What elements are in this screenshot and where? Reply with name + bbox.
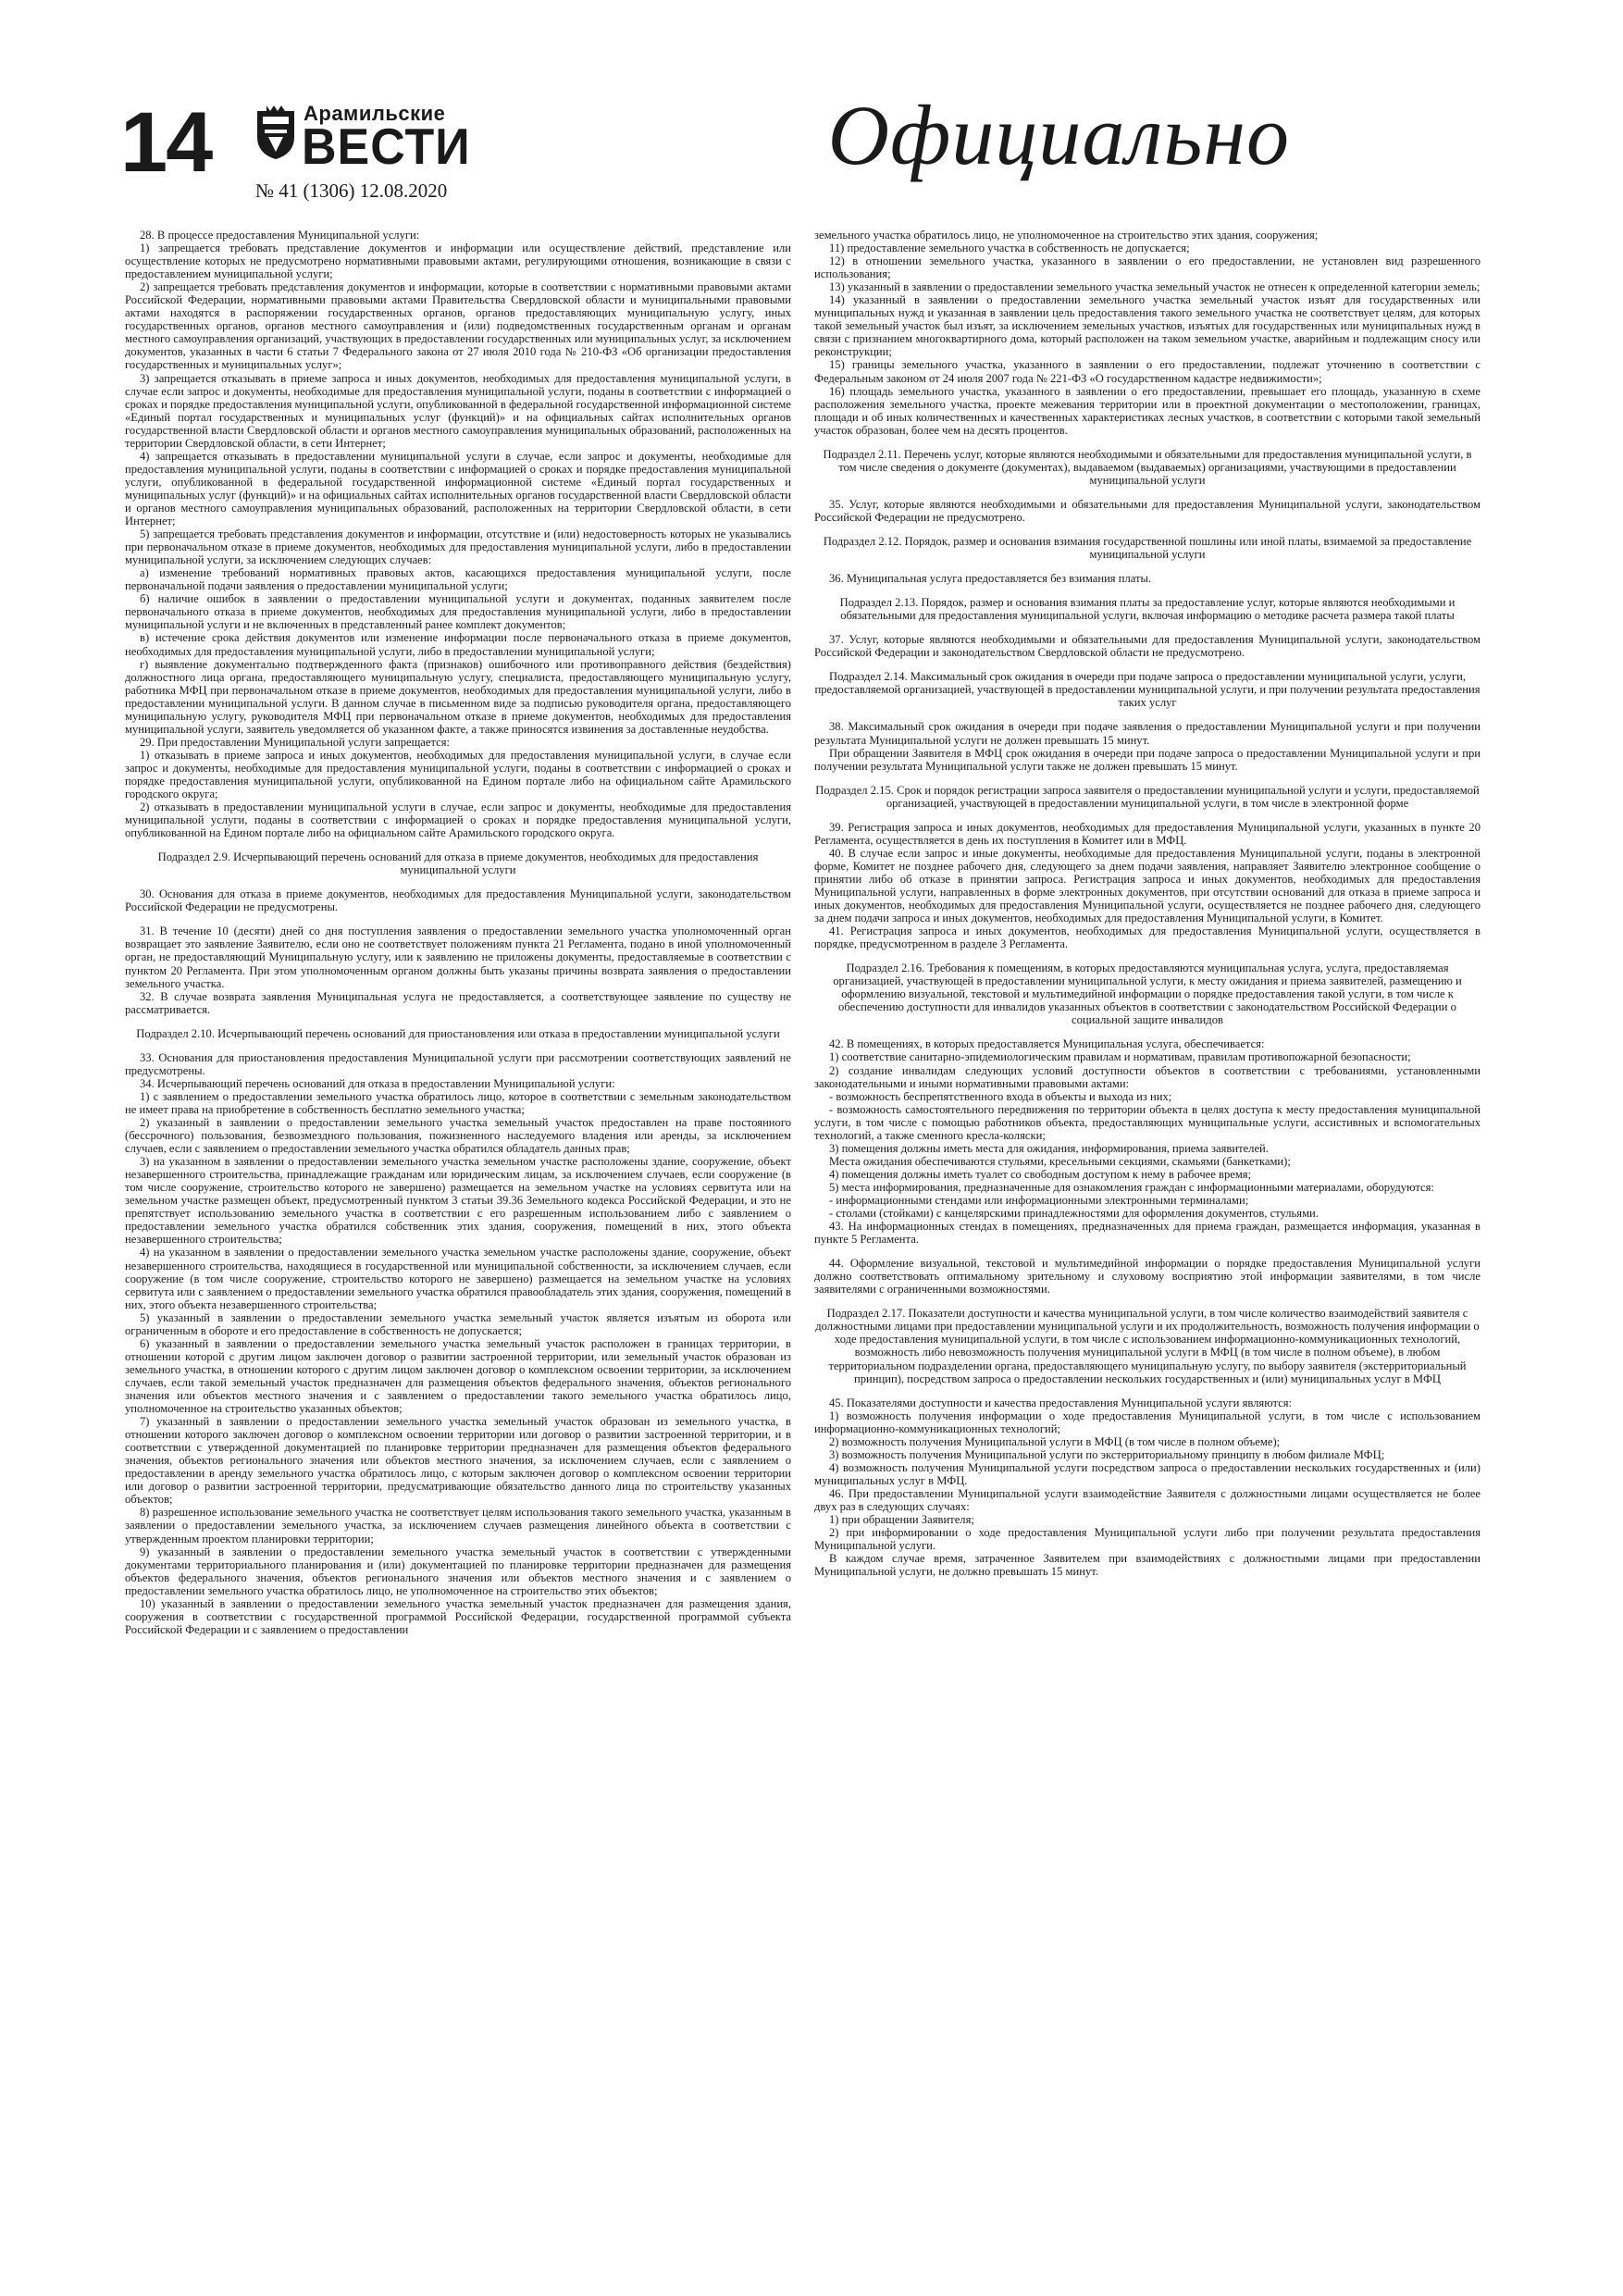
subsection-heading: Подраздел 2.16. Требования к помещениям, в которых предоставляются муниципальная услуга, услуга, предоставляемая организацией, участвующей в предоставлении муниципальной услуги, к месту ожидания и приема заявителей, размещению и оформлению визуальной, текстовой и мультимедийной информации о порядке предоставления такой услуги, в том числе к обеспечению доступности для инвалидов указанных объектов в соответствии с законодательством Российской Федерации о социальной защите инвалидов <box>833 962 1462 1027</box>
paragraph: 29. При предоставлении Муниципальной услуги запрещается: <box>140 735 451 749</box>
paragraph: 30. Основания для отказа в приеме документов, необходимых для предоставления Муниципальной услуги, законодательством Российской Федерации не предусмотрены. <box>125 887 791 914</box>
newspaper-masthead <box>255 100 477 202</box>
paragraph: 46. При предоставлении Муниципальной услуги взаимодействие Заявителя с должностными лицами осуществляется не более двух раз в следующих случаях: <box>814 1486 1481 1513</box>
paragraph: г) выявление документально подтвержденного факта (признаков) ошибочного или противоправного действия (бездействия) должностного лица органа, предоставляющего муниципальную услугу, специалиста, предоставляющего муниципальную услугу, работника МФЦ при первоначальном отказе в приеме документов, необходимых для предоставления муниципальной услуги, либо в предоставлении муниципальной услуги. В данном случае в письменном виде за подписью руководителя органа, предоставляющего муниципальную услугу, руководителя МФЦ при первоначальном отказе в приеме документов, необходимых для предоставления муниципальной услуги, заявитель уведомляется об указанном факте, а также приносятся извинения за доставленные неудобства. <box>125 657 791 736</box>
paragraph: - информационными стендами или информационными электронными терминалами; <box>829 1194 1249 1207</box>
paragraph: 2) указанный в заявлении о предоставлении земельного участка земельный участок предоставлен на праве постоянного (бессрочного) пользования, безвозмездного пользования, пожизненного наследуемого владения или аренды, за исключением случаев, если с заявлением о предоставлении земельного участка обратился обладатель данных прав; <box>125 1116 791 1156</box>
paragraph: 42. В помещениях, в которых предоставляется Муниципальная услуга, обеспечивается: <box>829 1037 1265 1051</box>
paragraph: в) истечение срока действия документов или изменение информации после первоначального отказа в приеме документов, необходимых для предоставления муниципальной услуги, либо в предоставлении муниципальной услуги; <box>125 631 791 658</box>
issue-number-date: № 41 (1306) 12.08.2020 <box>255 180 448 202</box>
subsection-heading: Подраздел 2.14. Максимальный срок ожидания в очереди при подаче запроса о предоставлении муниципальной услуги, услуги, предоставляемой организацией, участвующей в предоставлении муниципальной услуги, и при получении результата предоставления таких услуг <box>814 670 1481 710</box>
newspaper-name-main: ВЕСТИ <box>302 118 471 176</box>
paragraph: 28. В процессе предоставления Муниципальной услуги: <box>140 229 420 242</box>
subsection-heading: Подраздел 2.17. Показатели доступности и качества муниципальной услуги, в том числе количество взаимодействий заявителя с должностными лицами при предоставлении муниципальной услуги и их продолжительность, возможность получения информации о ходе предоставления муниципальной услуги, в том числе с использованием информационно-коммуникационных технологий, возможность либо невозможность получения муниципальной услуги в МФЦ (в том числе в полном объеме), в любом территориальном подразделении органа, предоставляющего муниципальную услугу, по выбору заявителя (экстерриториальный принцип), посредством запроса о предоставлении нескольких государственных и (или) муниципальных услуг в МФЦ <box>815 1307 1480 1385</box>
paragraph: 6) указанный в заявлении о предоставлении земельного участка земельный участок расположен в границах территории, в отношении которой с другим лицом заключен договор о развитии застроенной территории, или земельный участок образован из земельного участка, в отношении которого с другим лицом заключен договор о комплексном освоении территории, за исключением случаев, если такой земельный участок предназначен для размещения объектов федерального значения, объектов регионального значения или объектов местного значения и с заявлением о предоставлении такого земельного участка обратилось лицо, уполномоченное на строительство указанных объектов; <box>125 1336 791 1416</box>
paragraph: 2) запрещается требовать представления документов и информации, которые в соответствии с нормативными правовыми актами Российской Федерации, нормативными правовыми актами Правительства Свердловской области и муниципальными правовыми актами находятся в распоряжении государственных органов, органов предоставляющих муниципальную услугу, иных государственных органов, органов местного самоуправления и (или) подведомственных государственным органам и органам местного самоуправления организаций, участвующих в предоставлении государственных или муниципальных услуг, за исключением документов, указанных в части 6 статьи 7 Федерального закона от 27 июля 2010 года № 210-ФЗ «Об организации предоставления государственных и муниципальных услуг»; <box>125 280 791 372</box>
paragraph: - столами (стойками) с канцелярскими принадлежностями для оформления документов, стульями. <box>829 1207 1319 1221</box>
paragraph: 12) в отношении земельного участка, указанного в заявлении о его предоставлении, не установлен вид разрешенного использования; <box>814 254 1481 281</box>
paragraph: 15) границы земельного участка, указанного в заявлении о его предоставлении, подлежат уточнению в соответствии с Федеральным законом от 24 июля 2007 года № 221-ФЗ «О государственном кадастре недвижимости»; <box>814 358 1481 385</box>
paragraph: 2) при информировании о ходе предоставления Муниципальной услуги либо при получении результата предоставления Муниципальной услуги. <box>814 1526 1481 1553</box>
paragraph: 2) отказывать в предоставлении муниципальной услуги в случае, если запрос и документы, необходимые для предоставления муниципальной услуги, поданы в соответствии с информацией о сроках и порядке предоставления муниципальной услуги, опубликованной на Едином портале либо на официальном сайте Арамильского городского округа. <box>125 800 791 840</box>
paragraph: 33. Основания для приостановления предоставления Муниципальной услуги при рассмотрении соответствующих заявлений не предусмотрены. <box>125 1050 791 1077</box>
subsection-heading: Подраздел 2.12. Порядок, размер и основания взимания государственной пошлины или иной платы, взимаемой за предоставление муниципальной услуги <box>823 534 1472 562</box>
paragraph: 3) возможность получения Муниципальной услуги по экстерриториальному принципу в любом филиале МФЦ; <box>829 1447 1385 1461</box>
subsection-heading: Подраздел 2.11. Перечень услуг, которые являются необходимыми и обязательными для предоставления муниципальной услуги, в том числе сведения о документе (документах), выдаваемом (выдаваемых) организациями, участвующими в предоставлении муниципальной услуги <box>823 447 1472 487</box>
paragraph: 3) запрещается отказывать в приеме запроса и иных документов, необходимых для предоставления муниципальной услуги, в случае если запрос и документы, необходимые для предоставления муниципальной услуги, поданы в соответствии с информацией о сроках и порядке предоставления муниципальной услуги, опубликованной в федеральной государственной информационной системе «Единый портал государственных и муниципальных услуг (функций)» и на официальных сайтах исполнительных органов государственной власти Свердловской области и органов местного самоуправления муниципальных образований, расположенных на территории Свердловской области, в сети Интернет; <box>125 371 791 450</box>
paragraph: 5) указанный в заявлении о предоставлении земельного участка земельный участок является изъятым из оборота или ограниченным в обороте и его предоставление в собственность не допускается; <box>125 1310 791 1337</box>
paragraph: 40. В случае если запрос и иные документы, необходимые для предоставления Муниципальной услуги, поданы в электронной форме, Комитет не позднее рабочего дня, следующего за днем подачи заявления, направляет Заявителю электронное сообщение о принятии либо об отказе в принятии запроса. Регистрация запроса и иных документов, необходимых для предоставления Муниципальной услуги, направленных в форме электронных документов, при отсутствии оснований для отказа в приеме запроса и иных документов, необходимых для предоставления Муниципальной услуги, осуществляется не позднее рабочего дня, следующего за днем подачи запроса и иных документов, необходимых для предоставления Муниципальной услуги, в Комитет. <box>814 846 1481 925</box>
paragraph: а) изменение требований нормативных правовых актов, касающихся предоставления муниципальной услуги, после первоначальной подачи заявления о предоставлении муниципальной услуги; <box>125 566 791 593</box>
paragraph: 41. Регистрация запроса и иных документов, необходимых для предоставления Муниципальной услуги, осуществляется в порядке, предусмотренном в разделе 3 Регламента. <box>814 925 1481 951</box>
subsection-heading: Подраздел 2.9. Исчерпывающий перечень оснований для отказа в приеме документов, необходимых для предоставления муниципальной услуги <box>157 850 759 877</box>
paragraph: - возможность беспрепятственного входа в объекты и выхода из них; <box>829 1089 1172 1103</box>
paragraph: В каждом случае время, затраченное Заявителем при взаимодействиях с должностными лицами при предоставлении Муниципальной услуги, не должно превышать 15 минут. <box>814 1552 1481 1579</box>
paragraph: - возможность самостоятельного передвижения по территории объекта в целях доступа к месту предоставления муниципальной услуги, в том числе с помощью работников объекта, предоставляющих муниципальные услуги, ассистивных и вспомогательных технологий, а также сменного кресла-коляски; <box>814 1102 1481 1142</box>
left-text-column <box>125 229 791 1636</box>
paragraph: 7) указанный в заявлении о предоставлении земельного участка земельный участок образован из земельного участка, в отношении которого заключен договор о комплексном освоении территории или договор о развитии застроенной территории, и в соответствии с утвержденной документацией по планировке территории предназначен для размещения объектов федерального значения, объектов регионального значения или объектов местного значения, за исключением случаев, если с заявлением о предоставлении в аренду земельного участка обратилось лицо, с которым заключен договор о комплексном освоении территории или договор о развитии застроенной территории, предусматривающие обязательство данного лица по строительству указанных объектов; <box>125 1415 791 1507</box>
paragraph: 31. В течение 10 (десяти) дней со дня поступления заявления о предоставлении земельного участка уполномоченный орган возвращает это заявление Заявителю, если оно не соответствует положениям пункта 21 Регламента, подано в иной уполномоченный орган, не предоставляющий Муниципальную услугу, или к заявлению не приложены документы, предоставляемые в соответствии с пунктом 20 Регламента. При этом уполномоченным органом должны быть указаны причины возврата заявления о предоставлении земельного участка. <box>125 925 791 990</box>
paragraph: б) наличие ошибок в заявлении о предоставлении муниципальной услуги и документах, поданных заявителем после первоначального отказа в приеме документов, необходимых для предоставления муниципальной услуги, либо в предоставлении муниципальной услуги и не включенных в представленный ранее комплект документов; <box>125 592 791 632</box>
paragraph: 37. Услуг, которые являются необходимыми и обязательными для предоставления Муниципальной услуги, законодательством Российской Федерации и законодательством Свердловской области не предусмотрено. <box>814 633 1481 660</box>
paragraph: 10) указанный в заявлении о предоставлении земельного участка земельный участок предназначен для размещения здания, сооружения в соответствии с государственной программой Российской Федерации, государственной программой субъекта Российской Федерации и с заявлением о предоставлении <box>125 1596 791 1636</box>
city-emblem-icon <box>255 105 296 161</box>
paragraph: 44. Оформление визуальной, текстовой и мультимедийной информации о порядке предоставления Муниципальной услуги должно соответствовать оптимальному зрительному и слуховому восприятию этой информации заявителями, в том числе заявителями с ограниченными возможностями. <box>814 1257 1481 1297</box>
paragraph: При обращении Заявителя в МФЦ срок ожидания в очереди при подаче запроса о предоставлении Муниципальной услуги и при получении результата Муниципальной услуги также не должен превышать 15 минут. <box>814 746 1481 773</box>
paragraph: 11) предоставление земельного участка в собственность не допускается; <box>829 242 1190 255</box>
paragraph: 13) указанный в заявлении о предоставлении земельного участка земельный участок не отнесен к определенной категории земель; <box>829 280 1481 294</box>
paragraph: 3) помещения должны иметь места для ожидания, информирования, приема заявителей. <box>829 1141 1269 1155</box>
paragraph: 1) при обращении Заявителя; <box>829 1513 974 1527</box>
paragraph: 2) создание инвалидам следующих условий доступности объектов в соответствии с требованиями, установленными законодательными и иными нормативными правовыми актами: <box>814 1063 1481 1090</box>
newspaper-name-top: Арамильские <box>304 102 446 125</box>
paragraph: 9) указанный в заявлении о предоставлении земельного участка земельный участок в соответствии с утвержденными документами территориального планирования и (или) документацией по планировке территории предназначен для размещения объектов федерального значения, объектов регионального значения или объектов местного значения и с заявлением о предоставлении земельного участка обратилось лицо, не уполномоченное на строительство этих объектов; <box>125 1545 791 1597</box>
paragraph: 43. На информационных стендах в помещениях, предназначенных для приема граждан, размещается информация, указанная в пункте 5 Регламента. <box>814 1220 1481 1247</box>
paragraph: Места ожидания обеспечиваются стульями, кресельными секциями, скамьями (банкетками); <box>829 1154 1291 1168</box>
subsection-heading: Подраздел 2.15. Срок и порядок регистрации запроса заявителя о предоставлении муниципальной услуги и услуги, предоставляемой организацией, участвующей в предоставлении муниципальной услуги, в том числе в электронной форме <box>815 783 1480 810</box>
paragraph: 16) площадь земельного участка, указанного в заявлении о его предоставлении, превышает его площадь, указанную в схеме расположения земельного участка, проекте межевания территории или в проектной документации о местоположении, границах, площади и об иных количественных и качественных характеристиках лесных участков, в соответствии с которыми такой земельный участок образован, более чем на десять процентов. <box>814 384 1481 437</box>
paragraph: 39. Регистрация запроса и иных документов, необходимых для предоставления Муниципальной услуги, указанных в пункте 20 Регламента, осуществляется в день их поступления в Комитет или в МФЦ. <box>814 820 1481 847</box>
paragraph: 4) на указанном в заявлении о предоставлении земельного участка земельном участке расположены здание, сооружение, объект незавершенного строительства, находящиеся в государственной или муниципальной собственности, за исключением случаев, если сооружение (в том числе сооружение, строительство которого не завершено) размещается на земельном участке на условиях сервитута или с заявлением о предоставлении земельного участка обратился правообладатель этих здания, сооружения, помещений в них, этого объекта незавершенного строительства; <box>125 1246 791 1311</box>
paragraph: 1) соответствие санитарно-эпидемиологическим правилам и нормативам, правилам противопожарной безопасности; <box>829 1050 1411 1064</box>
paragraph: 36. Муниципальная услуга предоставляется без взимания платы. <box>829 572 1152 586</box>
subsection-heading: Подраздел 2.10. Исчерпывающий перечень оснований для приостановления или отказа в предоставлении муниципальной услуги <box>136 1026 780 1040</box>
paragraph: 4) возможность получения Муниципальной услуги посредством запроса о предоставлении нескольких государственных и (или) муниципальных услуг в МФЦ. <box>814 1460 1481 1487</box>
section-title: Официально <box>827 88 1290 182</box>
paragraph: 1) отказывать в приеме запроса и иных документов, необходимых для предоставления муниципальной услуги, в случае если запрос и документы, необходимые для предоставления муниципальной услуги, поданы в соответствии с информацией о сроках и порядке предоставления муниципальной услуги, опубликованной на Едином портале либо на официальном сайте Арамильского городского округа; <box>125 748 791 801</box>
page-number: 14 <box>120 95 212 190</box>
paragraph: 5) запрещается требовать представления документов и информации, отсутствие и (или) недостоверность которых не указывались при первоначальном отказе в приеме документов, необходимых для предоставления муниципальной услуги, либо в предоставлении муниципальной услуги, за исключением следующих случаев: <box>125 527 791 567</box>
paragraph: земельного участка обратилось лицо, не уполномоченное на строительство этих здания, сооружения; <box>814 229 1319 242</box>
paragraph: 4) запрещается отказывать в предоставлении муниципальной услуги в случае, если запрос и документы, необходимые для предоставления муниципальной услуги, поданы в соответствии с информацией о сроках и порядке предоставления муниципальной услуги, опубликованной в федеральной государственной информационной системе «Единый портал государственных и муниципальных услуг (функций)» и на официальных сайтах исполнительных органов государственной власти Свердловской области и органов местного самоуправления муниципальных образований, расположенных на территории Свердловской области, в сети Интернет; <box>125 449 791 528</box>
right-text-column <box>814 229 1481 1578</box>
paragraph: 3) на указанном в заявлении о предоставлении земельного участка земельном участке расположены здание, сооружение, объект незавершенного строительства, принадлежащие гражданам или юридическим лицам, за исключением случаев, если сооружение (в том числе сооружение, строительство которого не завершено) размещается на земельном участке на условиях сервитута или на земельном участке размещен объект, предусмотренный пунктом 3 статьи 39.36 Земельного кодекса Российской Федерации, и это не препятствует использованию земельного участка в соответствии с его разрешенным использованием либо с заявлением о предоставлении земельного участка обратился собственник этих здания, сооружения, помещений в них, этого объекта незавершенного строительства; <box>125 1155 791 1247</box>
paragraph: 1) запрещается требовать представление документов и информации или осуществление действий, представление или осуществление которых не предусмотрено нормативными правовыми актами, регулирующими отношения, возникающие в связи с предоставлением муниципальной услуги; <box>125 242 791 281</box>
paragraph: 32. В случае возврата заявления Муниципальная услуга не предоставляется, а соответствующее заявление по существу не рассматривается. <box>125 989 791 1016</box>
paragraph: 34. Исчерпывающий перечень оснований для отказа в предоставлении Муниципальной услуги: <box>140 1076 615 1090</box>
paragraph: 35. Услуг, которые являются необходимыми и обязательными для предоставления Муниципальной услуги, законодательством Российской Федерации не предусмотрено. <box>814 497 1481 524</box>
paragraph: 2) возможность получения Муниципальной услуги в МФЦ (в том числе в полном объеме); <box>829 1434 1281 1448</box>
paragraph: 4) помещения должны иметь туалет со свободным доступом к нему в рабочее время; <box>829 1167 1252 1181</box>
paragraph: 5) места информирования, предназначенные для ознакомления граждан с информационными материалами, оборудуются: <box>829 1180 1434 1194</box>
paragraph: 8) разрешенное использование земельного участка не соответствует целям использования такого земельного участка, указанным в заявлении о предоставлении земельного участка, за исключением случаев размещения линейного объекта в соответствии с утвержденным проектом планировки территории; <box>125 1506 791 1545</box>
paragraph: 45. Показателями доступности и качества предоставления Муниципальной услуги являются: <box>829 1396 1293 1409</box>
paragraph: 14) указанный в заявлении о предоставлении земельного участка земельный участок изъят для государственных или муниципальных нужд и указанная в заявлении цель предоставления такого земельного участка не соответствует целям, для которых такой земельный участок был изъят, за исключением земельных участков, изъятых для государственных или муниципальных нужд в связи с признанием многоквартирного дома, который расположен на таком земельном участке, аварийным и подлежащим сносу или реконструкции; <box>814 293 1481 359</box>
paragraph: 1) возможность получения информации о ходе предоставления Муниципальной услуги, в том числе с использованием информационно-коммуникационных технологий; <box>814 1409 1481 1435</box>
paragraph: 1) с заявлением о предоставлении земельного участка обратилось лицо, которое в соответствии с земельным законодательством не имеет права на приобретение в собственность бесплатно земельного участка; <box>125 1089 791 1116</box>
subsection-heading: Подраздел 2.13. Порядок, размер и основания взимания платы за предоставление услуг, которые являются необходимыми и обязательными для предоставления муниципальной услуги, включая информацию о методике расчета размера такой платы <box>839 596 1456 623</box>
paragraph: 38. Максимальный срок ожидания в очереди при подаче заявления о предоставлении Муниципальной услуги и при получении результата Муниципальной услуги не должен превышать 15 минут. <box>814 720 1481 747</box>
